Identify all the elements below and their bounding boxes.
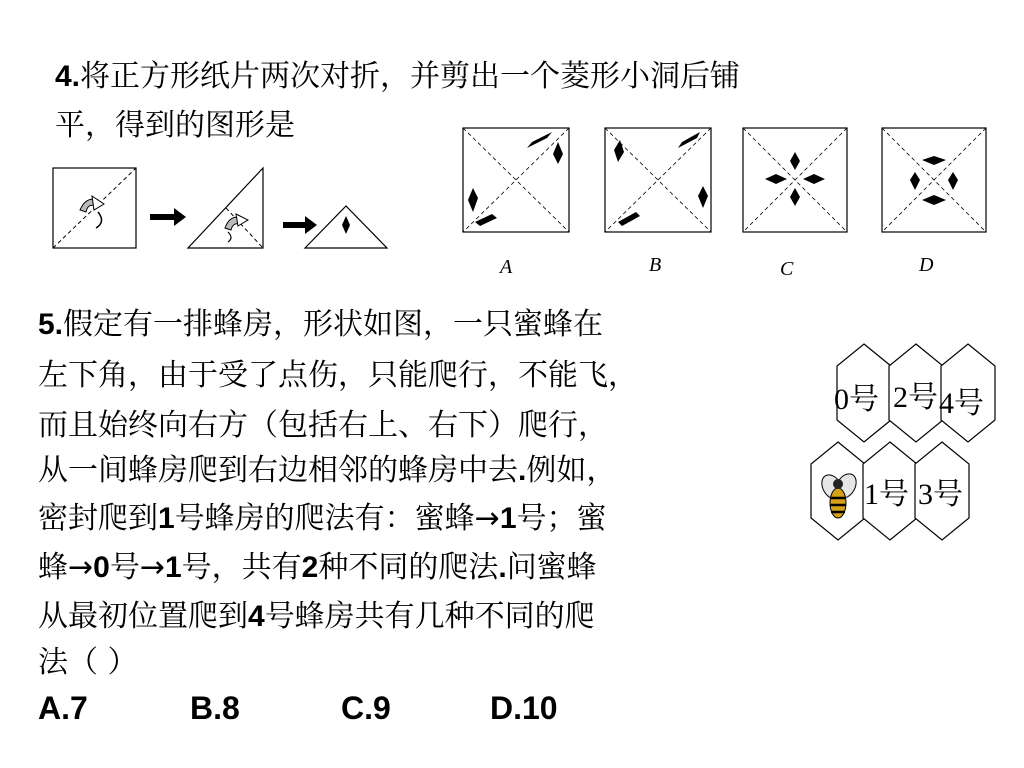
- q5-text-segment: 1: [164, 551, 182, 584]
- cell-4-label: 4号: [939, 387, 984, 420]
- q5-text-segment: 1: [499, 502, 517, 535]
- q5-text-segment: 号→: [109, 550, 165, 585]
- choice-b: B.8: [190, 690, 240, 726]
- q5-text-segment: .: [498, 551, 507, 584]
- option-d-label: D: [919, 254, 934, 276]
- q5-text-segment: 1: [158, 502, 175, 535]
- q5-text-segment: 法（ ）: [38, 645, 138, 680]
- cell-2-label: 2号: [893, 381, 938, 414]
- option-c-label: C: [780, 258, 794, 280]
- q5-text-segment: 左下角，由于受了点伤，只能爬行，不能飞，: [38, 358, 638, 393]
- q5-text-segment: 种不同的爬法: [318, 550, 499, 585]
- q5-text-segment: 例如，: [526, 453, 617, 488]
- q5-text-segment: 密封爬到: [38, 501, 158, 536]
- q5-text-segment: 而且始终向右方（包括右上、右下）爬行，: [38, 408, 608, 443]
- q5-text-segment: 号；蜜: [516, 501, 607, 536]
- q5-text-segment: 4: [248, 600, 265, 633]
- option-b-label: B: [649, 254, 662, 276]
- q5-text-segment: 5.: [38, 308, 64, 341]
- q4-number: 4.: [55, 60, 81, 93]
- q5-text-segment: 假定有一排蜂房，形状如图，一只蜜蜂在: [63, 307, 604, 342]
- q5-text-segment: 号蜂房的爬法有：蜜蜂→: [174, 501, 500, 536]
- q5-text-segment: 问蜜蜂: [506, 550, 597, 585]
- cell-0-label: 0号: [834, 383, 879, 416]
- q5-text-segment: 2: [301, 551, 319, 584]
- q4-text-line1: 将正方形纸片两次对折，并剪出一个菱形小洞后铺: [80, 59, 741, 94]
- q5-text-segment: 从最初位置爬到: [38, 599, 248, 634]
- q5-text-segment: 蜂→: [38, 550, 94, 585]
- cell-3-label: 3号: [918, 478, 963, 511]
- cell-1-label: 1号: [864, 478, 909, 511]
- q5-text-segment: 号蜂房共有几种不同的爬: [264, 599, 595, 634]
- q5-text-segment: 号，共有: [181, 550, 302, 585]
- q5-text-segment: 从一间蜂房爬到右边相邻的蜂房中去: [38, 453, 518, 488]
- q5-text-segment: .: [518, 454, 527, 487]
- choice-a: A.7: [38, 690, 88, 726]
- option-a-label: A: [500, 256, 513, 278]
- choice-c: C.9: [341, 690, 391, 726]
- choice-d: D.10: [490, 690, 558, 726]
- q5-text-segment: 0: [93, 551, 110, 584]
- q4-line-2: 平，得到的图形是: [55, 108, 295, 143]
